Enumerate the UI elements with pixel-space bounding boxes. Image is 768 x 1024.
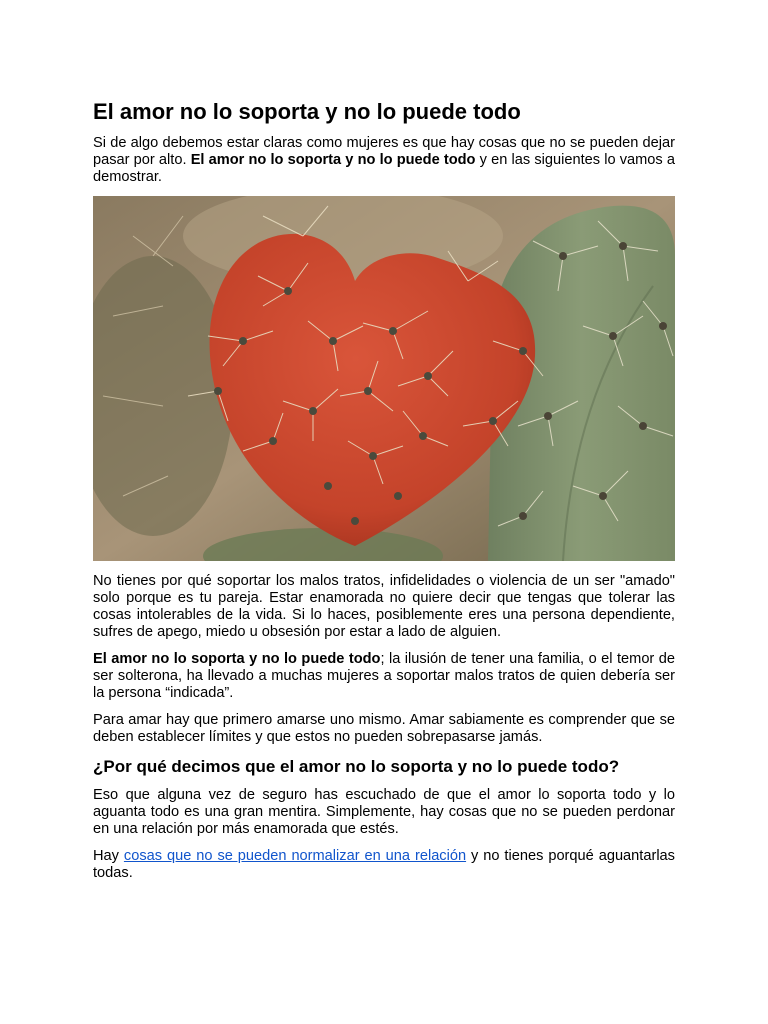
paragraph-malos-tratos: No tienes por qué soportar los malos tratos, infidelidades o violencia de un ser "amado" solo porque es tu pareja. Estar enamorada no quiere decir que tengas que tolerar las cosas intolerables de la vida. Si lo haces, posiblemente eres una persona dependiente, sufres de apego, miedo u obsesión por estar a lado de alguien. (93, 573, 675, 640)
paragraph-normalizar-text: Hay (93, 848, 124, 864)
article-title: El amor no lo soporta y no lo puede todo (93, 99, 521, 124)
article-body (93, 97, 675, 892)
intro-bold-phrase: El amor no lo soporta y no lo puede todo (190, 152, 476, 168)
paragraph-normalizar (93, 848, 675, 882)
paragraph-normalizar-text-end: y no tienes porqué aguantarlas todas. (93, 848, 675, 881)
paragraph-mentira: Eso que alguna vez de seguro has escuchado de que el amor lo soporta todo y lo aguanta todo es una gran mentira. Simplemente, hay cosas que no se pueden perdonar en una relación por más enamorada que estés. (93, 787, 675, 837)
intro-text-end: y en las siguientes lo vamos a demostrar. (93, 152, 675, 185)
intro-paragraph (93, 135, 675, 186)
intro-text: Si de algo debemos estar claras como mujeres es que hay cosas que no se pueden dejar pasar por alto. (93, 135, 675, 168)
section-heading: ¿Por qué decimos que el amor no lo soporta y no lo puede todo? (93, 757, 620, 776)
paragraph-ilusion-bold-phrase: El amor no lo soporta y no lo puede todo (93, 651, 381, 667)
normalizar-link[interactable]: cosas que no se pueden normalizar en una relación (123, 848, 467, 864)
paragraph-ilusion-text: ; la ilusión de tener una familia, o el temor de ser solterona, ha llevado a muchas mujeres a soportar malos tratos de quien debería ser la persona “indicada”. (93, 651, 675, 701)
heart-cactus-photo (93, 196, 675, 561)
paragraph-amar: Para amar hay que primero amarse uno mismo. Amar sabiamente es comprender que se deben establecer límites y que estos no pueden sobrepasarse jamás. (93, 712, 675, 745)
paragraph-ilusion (93, 651, 675, 702)
